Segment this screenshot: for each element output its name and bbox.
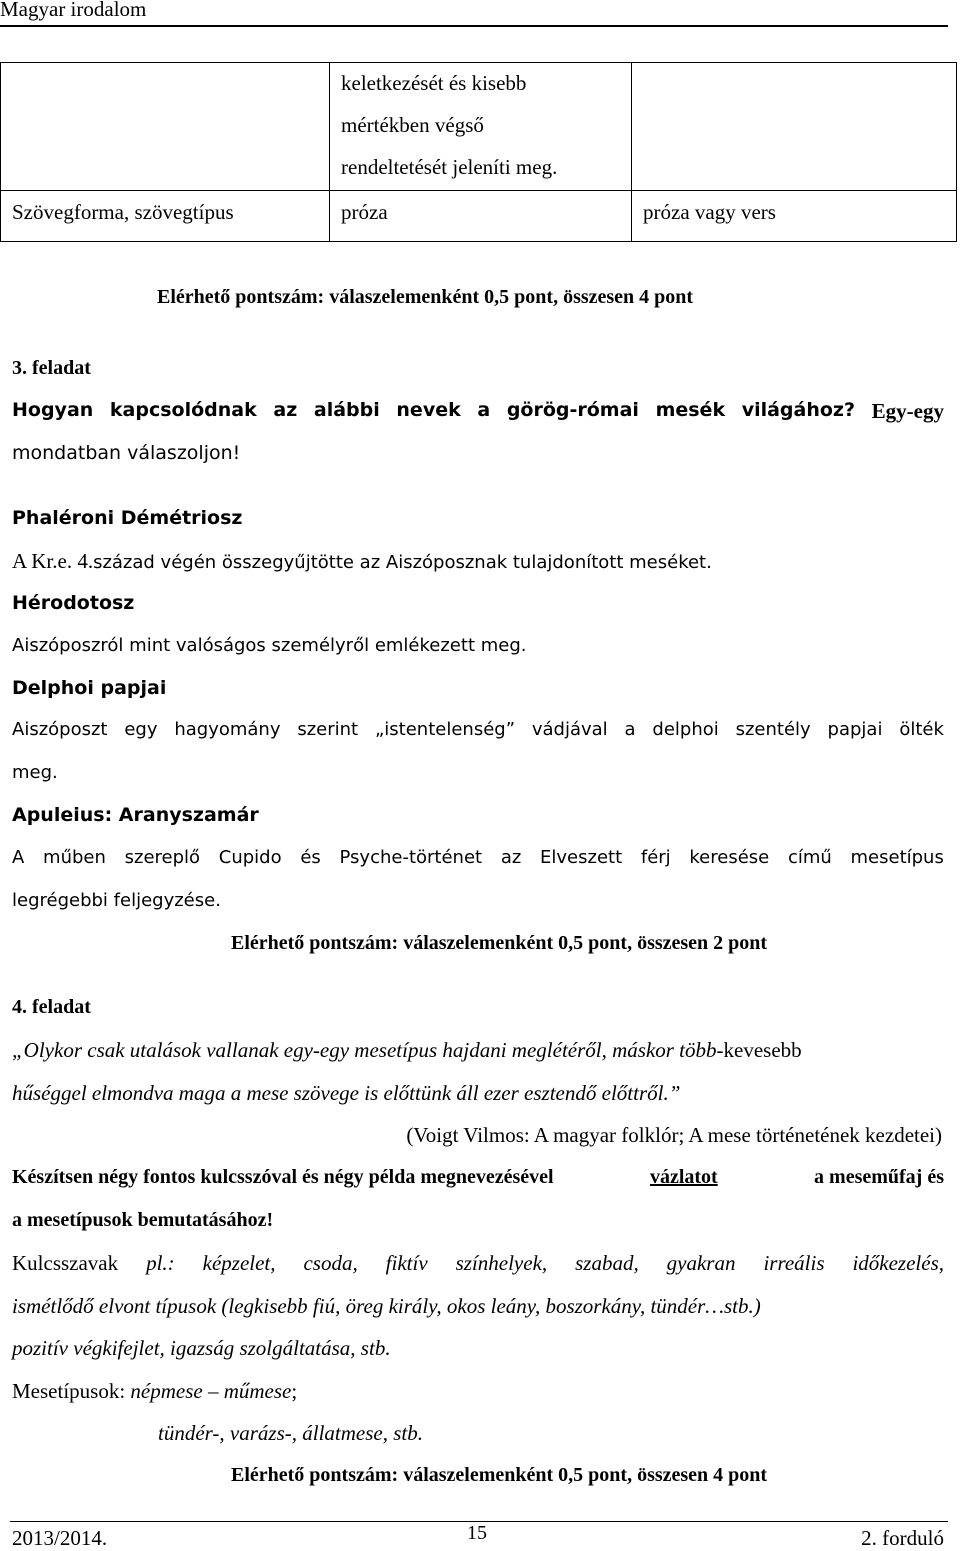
punctuation: ; <box>291 1379 298 1403</box>
footer-round: 2. forduló <box>861 1526 944 1550</box>
item-text-apuleius-line2: legrégebbi feljegyzése. <box>12 890 221 911</box>
table-cell-line: rendeltetését jeleníti meg. <box>341 155 558 179</box>
word: görög-római <box>506 399 639 421</box>
word: az <box>500 847 522 868</box>
word: Hogyan <box>12 399 94 421</box>
task4-instruction-line1 <box>12 1166 944 1189</box>
task4-quote-line1 <box>12 1038 802 1063</box>
word: szereplő <box>124 847 201 868</box>
word: szerint <box>297 719 359 740</box>
word: szentély <box>735 719 811 740</box>
word: Egy-egy <box>871 399 944 423</box>
item-name-herodotosz: Hérodotosz <box>12 592 135 614</box>
footer-page-number: 15 <box>467 1522 487 1544</box>
word: kapcsolódnak <box>109 399 257 421</box>
comparison-table <box>0 62 957 242</box>
word: az <box>273 399 298 421</box>
word: alábbi <box>313 399 380 421</box>
task4-quote-source: (Voigt Vilmos: A magyar folklór; A mese történetének kezdetei) <box>406 1123 942 1147</box>
word: mesetípus <box>850 847 944 868</box>
word: Psyche-történet <box>339 847 483 868</box>
task4-instruction-line2: a mesetípusok bemutatásához! <box>12 1209 274 1231</box>
table-border-right <box>956 62 957 242</box>
item-text-demetriosz <box>12 549 712 574</box>
instruction-text: a meseműfaj és <box>814 1166 944 1188</box>
word: vádjával <box>531 719 608 740</box>
quote-normal: -kevesebb <box>716 1038 802 1062</box>
table-cell-r2-label: Szövegforma, szövegtípus <box>12 200 234 224</box>
page-header-title: Magyar irodalom <box>0 0 147 21</box>
table-border-bottom <box>0 241 957 242</box>
table-cell-r2-right: próza vagy vers <box>643 200 776 224</box>
word: ölték <box>899 719 944 740</box>
word: és <box>300 847 321 868</box>
word: a <box>477 399 491 421</box>
keywords-label: Kulcsszavak <box>12 1251 119 1275</box>
item-name-apuleius: Apuleius: Aranyszamár <box>12 804 259 826</box>
footer-year: 2013/2014. <box>12 1526 108 1550</box>
header-rule <box>0 25 948 27</box>
word: képzelet, <box>202 1251 276 1275</box>
word: műben <box>43 847 106 868</box>
keywords-line1 <box>12 1251 944 1276</box>
item-text-delphoi-line1 <box>12 719 944 740</box>
quote-italic: „Olykor csak utalások vallanak egy-egy mesetípus hajdani meglétéről, máskor több <box>12 1038 717 1062</box>
tale-types-value: népmese – műmese <box>130 1379 292 1403</box>
score-line-2: Elérhető pontszám: válaszelemenként 0,5 pont, összesen 2 pont <box>231 932 768 954</box>
table-col-divider-1 <box>329 62 330 242</box>
word: nevek <box>396 399 461 421</box>
word: Aiszóposzt <box>12 719 108 740</box>
score-line-3: Elérhető pontszám: válaszelemenként 0,5 pont, összesen 4 pont <box>231 1464 768 1486</box>
task3-question-line1 <box>12 399 944 424</box>
word: irreális <box>763 1251 825 1275</box>
table-cell-line: keletkezését és kisebb <box>341 71 527 95</box>
score-line-1: Elérhető pontszám: válaszelemenként 0,5 pont, összesen 4 pont <box>157 286 694 308</box>
task3-question-line2: mondatban válaszoljon! <box>12 442 241 464</box>
word: pl.: <box>146 1251 175 1275</box>
table-cell-line: mértékben végső <box>341 113 484 137</box>
word: Cupido <box>218 847 282 868</box>
table-border-left <box>0 62 1 242</box>
tale-types-line2: tündér-, varázs-, állatmese, stb. <box>158 1421 423 1445</box>
tale-types-label: Mesetípusok: <box>12 1379 131 1403</box>
word: világához? <box>741 399 856 421</box>
word: A <box>12 847 25 868</box>
table-cell-r2-mid: próza <box>341 200 388 224</box>
item-name-demetriosz: Phaléroni Démétriosz <box>12 507 243 529</box>
word: Elveszett <box>540 847 623 868</box>
word: mesék <box>655 399 726 421</box>
item-text-delphoi-line2: meg. <box>12 762 58 783</box>
word: férj <box>640 847 671 868</box>
word: delphoi <box>652 719 719 740</box>
table-cell-r1-mid <box>341 62 557 188</box>
instruction-underlined: vázlatot <box>649 1166 718 1188</box>
task3-title: 3. feladat <box>12 357 91 379</box>
task4-quote-line2: hűséggel elmondva maga a mese szövege is előttünk áll ezer esztendő előttről.” <box>12 1081 681 1105</box>
word: csoda, <box>303 1251 358 1275</box>
item-name-delphoi: Delphoi papjai <box>12 677 167 699</box>
word: „istentelenség” <box>374 719 516 740</box>
instruction-text: Készítsen négy fontos kulcsszóval és négy példa megnevezésével <box>12 1166 554 1188</box>
word: című <box>787 847 832 868</box>
word: keresése <box>689 847 770 868</box>
text-prefix: A Kr.e. 4. <box>12 549 94 573</box>
tale-types-line1 <box>12 1379 297 1404</box>
word: a <box>624 719 636 740</box>
word: színhelyek, <box>455 1251 548 1275</box>
word: időkezelés, <box>852 1251 944 1275</box>
keywords-line3: pozitív végkifejlet, igazság szolgáltatása, stb. <box>12 1336 391 1360</box>
item-text-apuleius-line1 <box>12 847 944 868</box>
word: hagyomány <box>174 719 281 740</box>
task4-title: 4. feladat <box>12 996 91 1018</box>
keywords-line2: ismétlődő elvont típusok (legkisebb fiú, öreg király, okos leány, boszorkány, tündér…stb.) <box>12 1294 761 1318</box>
word: papjai <box>827 719 883 740</box>
table-col-divider-2 <box>631 62 632 242</box>
word: szabad, <box>575 1251 639 1275</box>
word: egy <box>124 719 158 740</box>
word: fiktív <box>385 1251 428 1275</box>
text-main: század végén összegyűjtötte az Aiszóposznak tulajdonított meséket. <box>93 552 712 573</box>
word: gyakran <box>666 1251 736 1275</box>
item-text-herodotosz: Aiszóposzról mint valóságos személyről emlékezett meg. <box>12 635 527 656</box>
